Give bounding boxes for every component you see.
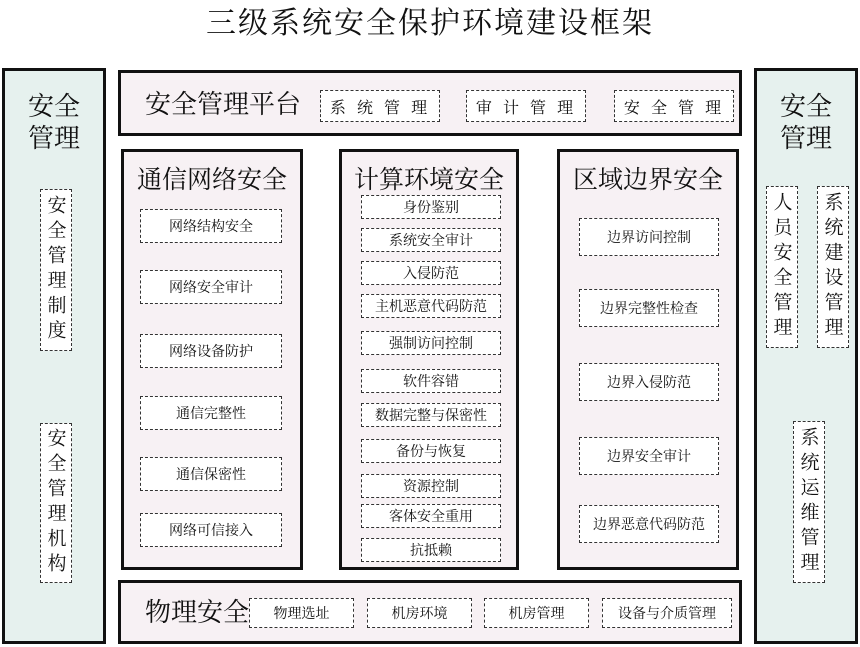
right-panel-title-line1: 安全 bbox=[779, 92, 832, 122]
computing-item: 主机恶意代码防范 bbox=[361, 294, 501, 318]
network-item: 网络结构安全 bbox=[140, 209, 282, 243]
computing-item: 系统安全审计 bbox=[361, 228, 501, 252]
computing-item: 软件容错 bbox=[361, 369, 501, 393]
left-box-organization bbox=[40, 423, 72, 583]
right-box-construction-label: 系统建设管理 bbox=[821, 192, 844, 342]
computing-item: 数据完整与保密性 bbox=[361, 403, 501, 427]
left-panel-title-line1: 安全 bbox=[27, 92, 80, 122]
area-boundary-security-column bbox=[557, 149, 739, 570]
boundary-item: 边界入侵防范 bbox=[579, 363, 719, 401]
physical-item: 机房环境 bbox=[367, 598, 472, 628]
column-heading-network: 通信网络安全 bbox=[136, 165, 287, 194]
left-box-organization-label: 安全管理机构 bbox=[44, 428, 67, 578]
network-item: 网络设备防护 bbox=[140, 334, 282, 368]
top-item-system-management: 系 统 管 理 bbox=[320, 90, 440, 122]
physical-security-label: 物理安全 bbox=[145, 598, 250, 628]
boundary-item: 边界访问控制 bbox=[579, 218, 719, 256]
computing-item: 强制访问控制 bbox=[361, 331, 501, 355]
network-item: 网络安全审计 bbox=[140, 270, 282, 304]
left-panel-title bbox=[5, 91, 103, 155]
computing-item: 客体安全重用 bbox=[361, 504, 501, 528]
physical-item: 机房管理 bbox=[484, 598, 589, 628]
left-box-policy-label: 安全管理制度 bbox=[44, 195, 67, 345]
computing-item: 资源控制 bbox=[361, 474, 501, 498]
right-panel-title-line2: 管理 bbox=[779, 124, 832, 154]
management-platform-label: 安全管理平台 bbox=[145, 90, 302, 120]
right-box-personnel-label: 人员安全管理 bbox=[770, 192, 793, 342]
left-panel-title-line2: 管理 bbox=[27, 124, 80, 154]
diagram-title: 三级系统安全保护环境建设框架 bbox=[206, 6, 654, 41]
communication-network-security-column bbox=[121, 149, 303, 570]
column-heading-boundary: 区域边界安全 bbox=[572, 165, 723, 194]
network-item: 通信保密性 bbox=[140, 457, 282, 491]
boundary-item: 边界完整性检查 bbox=[579, 289, 719, 327]
management-platform-bar bbox=[118, 70, 742, 136]
physical-item: 物理选址 bbox=[249, 598, 354, 628]
network-item: 通信完整性 bbox=[140, 396, 282, 430]
right-box-personnel bbox=[766, 186, 798, 348]
right-box-operations bbox=[793, 421, 825, 583]
left-box-policy bbox=[40, 189, 72, 351]
column-heading-computing: 计算环境安全 bbox=[353, 165, 504, 194]
right-box-construction bbox=[817, 186, 849, 348]
computing-item: 入侵防范 bbox=[361, 261, 501, 285]
computing-item: 身份鉴别 bbox=[361, 195, 501, 219]
computing-item: 备份与恢复 bbox=[361, 439, 501, 463]
physical-item: 设备与介质管理 bbox=[602, 598, 732, 628]
top-item-security-management: 安 全 管 理 bbox=[614, 90, 734, 122]
physical-security-bar bbox=[118, 580, 742, 644]
computing-item: 抗抵赖 bbox=[361, 538, 501, 562]
computing-environment-security-column bbox=[339, 149, 519, 570]
left-security-management-panel bbox=[2, 68, 106, 644]
right-panel-title bbox=[757, 91, 855, 155]
top-item-audit-management: 审 计 管 理 bbox=[466, 90, 586, 122]
boundary-item: 边界恶意代码防范 bbox=[579, 505, 719, 543]
right-box-operations-label: 系统运维管理 bbox=[797, 427, 820, 577]
network-item: 网络可信接入 bbox=[140, 513, 282, 547]
boundary-item: 边界安全审计 bbox=[579, 437, 719, 475]
right-security-management-panel bbox=[754, 68, 858, 644]
